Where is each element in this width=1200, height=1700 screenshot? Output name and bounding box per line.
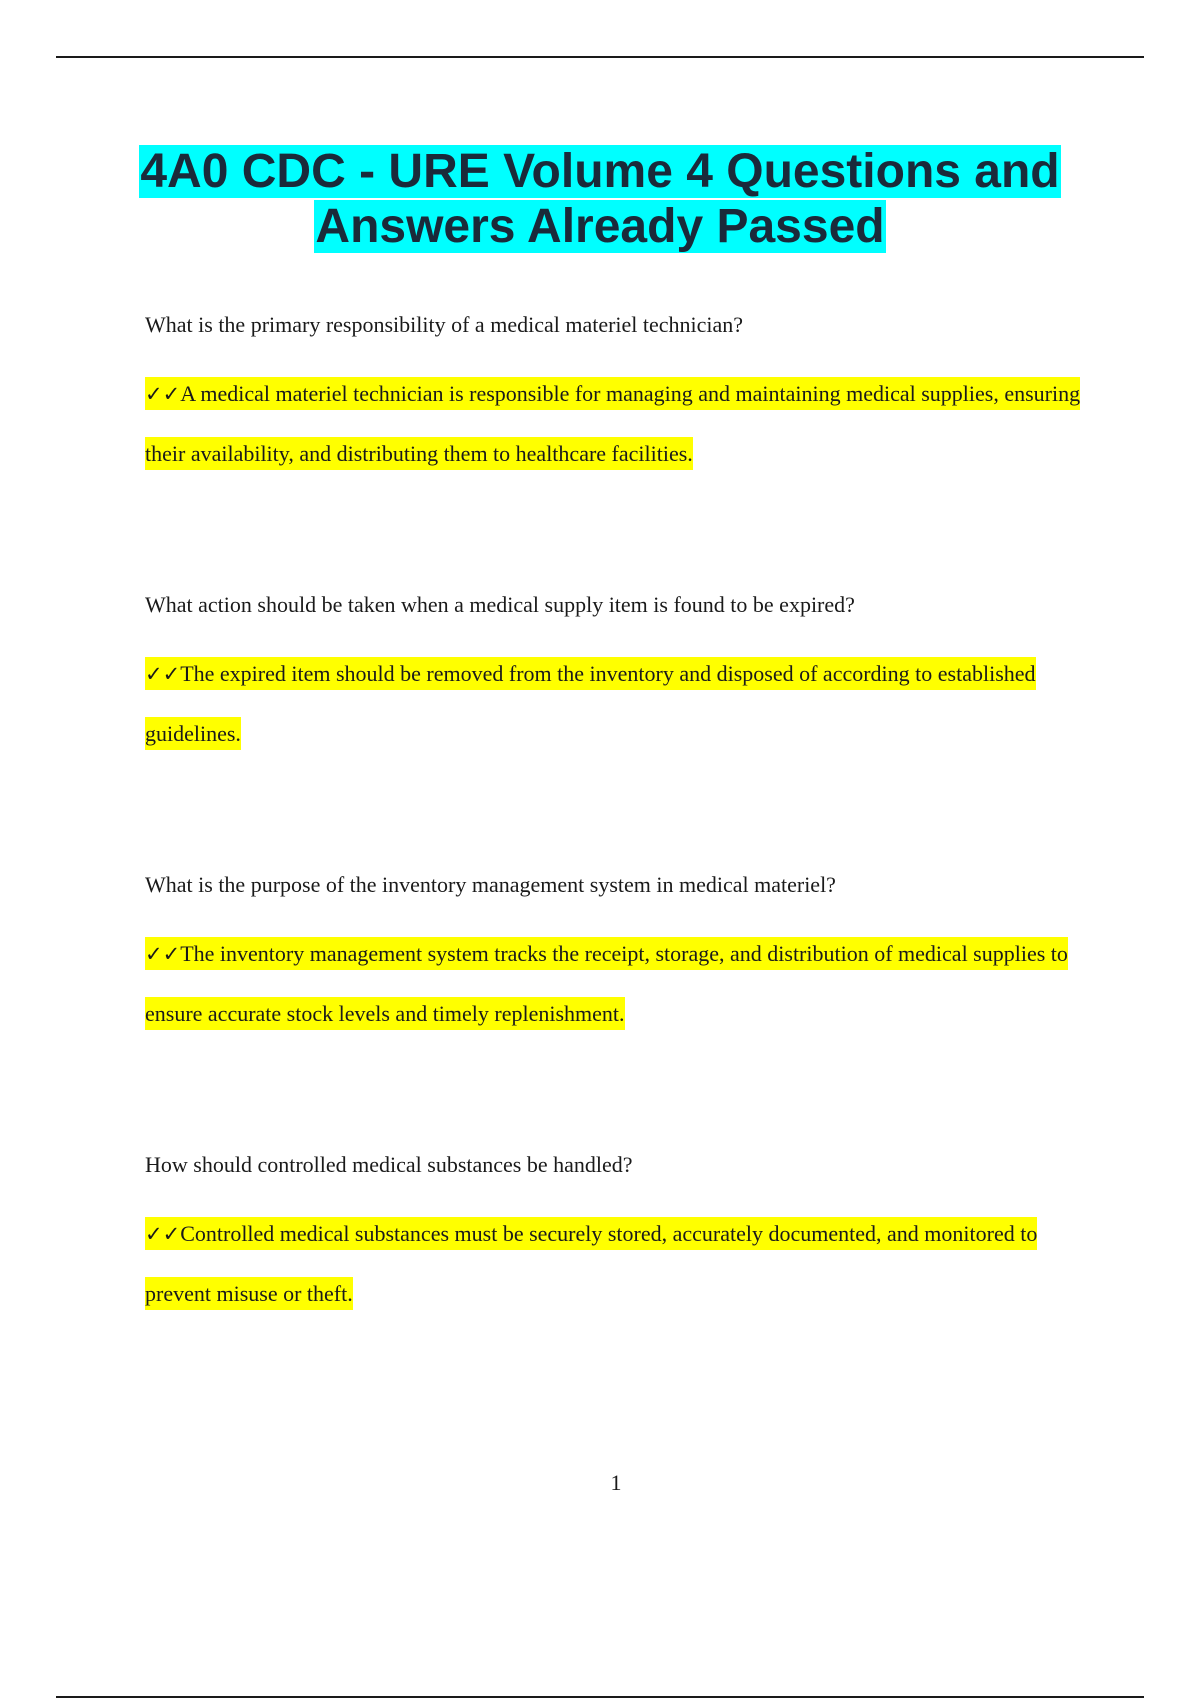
question-2: What action should be taken when a medical supply item is found to be expired?	[145, 592, 855, 617]
check-icon: ✓✓	[145, 942, 181, 966]
header-rule	[56, 56, 1144, 58]
answer-1-text: A medical materiel technician is responsible for managing and maintaining medical supplies, ensuring their availability, and distributing them to healthcare facilities.	[145, 381, 1081, 466]
question-1: What is the primary responsibility of a medical materiel technician?	[145, 312, 744, 337]
page-number: 1	[610, 1470, 622, 1495]
page-title-text: 4A0 CDC - URE Volume 4 Questions and Answers Already Passed	[140, 145, 1060, 253]
answer-4	[145, 1204, 1095, 1324]
page-title	[100, 144, 1100, 254]
check-icon: ✓✓	[145, 1222, 181, 1246]
answer-4-text: Controlled medical substances must be securely stored, accurately documented, and monitored to prevent misuse or theft.	[145, 1221, 1038, 1306]
qa-item-4	[145, 1150, 1095, 1324]
footer-rule	[56, 1696, 1144, 1698]
qa-item-1	[145, 310, 1095, 484]
check-icon: ✓✓	[145, 662, 181, 686]
qa-item-3	[145, 870, 1095, 1044]
answer-2-text: The expired item should be removed from the inventory and disposed of according to established guidelines.	[145, 661, 1036, 746]
answer-1	[145, 364, 1095, 484]
question-3: What is the purpose of the inventory management system in medical materiel?	[145, 872, 836, 897]
qa-item-2	[145, 590, 1095, 764]
answer-2	[145, 644, 1095, 764]
answer-3	[145, 924, 1095, 1044]
question-4: How should controlled medical substances be handled?	[145, 1152, 633, 1177]
answer-3-text: The inventory management system tracks the receipt, storage, and distribution of medical supplies to ensure accurate stock levels and timely replenishment.	[145, 941, 1068, 1026]
check-icon: ✓✓	[145, 382, 181, 406]
